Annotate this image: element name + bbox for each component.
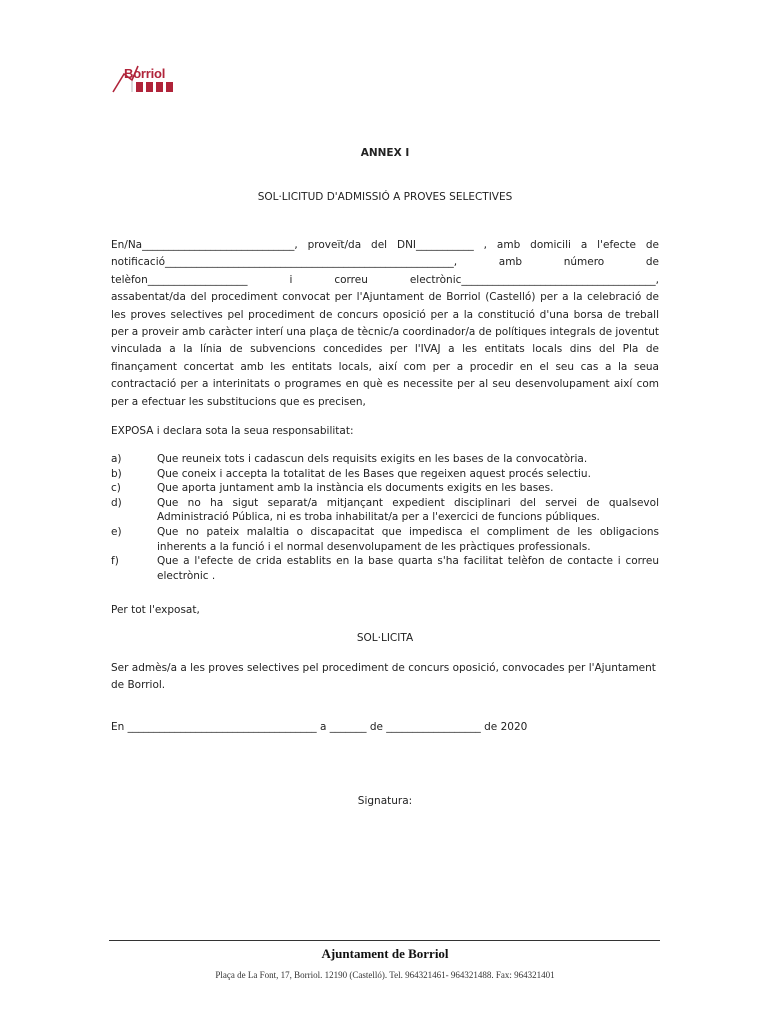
list-item — [111, 525, 659, 554]
list-item — [111, 554, 659, 583]
intro-line-address: notificació_______________________________________________________, amb número de — [111, 256, 659, 269]
sollicita-heading: SOL·LICITA — [356, 632, 414, 644]
list-item — [111, 481, 659, 496]
list-item — [111, 452, 659, 467]
per-tot-text: Per tot l'exposat, — [111, 604, 200, 616]
list-item-text: Que no pateix malaltia o discapacitat que impedisca el compliment de les obligacions inherents a la funció i el normal desenvolupament de les pràctiques professionals. — [157, 525, 659, 553]
intro-line-name: En/Na_____________________________, proveït/da del DNI___________ , amb domicili a l'efecte de — [111, 239, 659, 251]
intro-body-text: assabentat/da del procediment convocat per l'Ajuntament de Borriol (Castelló) per a la celebració de les proves selectives pel procediment de concurs oposició per a la constitució d'una borsa de treball per a proveir amb caràcter interí una plaça de tècnic/a coordinador/a de polítiques integrals de joventut vinculada a la línia de subvencions concedides per l'IVAJ a les entitats locals dins del Pla de finançament concertat amb les entitats locals, així com per a procedir en el seu cas a la seua contractació per a interinitats o programes en què es necessite per al seu desenvolupament així com per a efectuar les substitucions que es precisen, — [111, 291, 659, 408]
list-item-label: b) — [111, 467, 122, 480]
footer-divider — [109, 940, 660, 941]
list-item-label: f) — [111, 555, 119, 568]
list-item-label: c) — [111, 482, 121, 495]
list-item-text: Que coneix i accepta la totalitat de les Bases que regeixen aquest procés selectiu. — [157, 467, 591, 480]
list-item-text: Que no ha sigut separat/a mitjançant expedient disciplinari del servei de qualsevol Administració Pública, ni es troba inhabilitat/a per a l'exercici de funcions públiques. — [157, 496, 659, 524]
list-item-text: Que a l'efecte de crida establits en la base quarta s'ha facilitat telèfon de contacte i correu electrònic . — [157, 555, 659, 582]
applicant-paragraph — [111, 237, 659, 411]
list-item — [111, 467, 659, 482]
intro-line-contact: telèfon___________________ i correu electrònic_____________________________________, — [111, 273, 659, 286]
document-subtitle: SOL·LICITUD D'ADMISSIÓ A PROVES SELECTIVES — [257, 191, 513, 203]
list-item-label: a) — [111, 453, 122, 465]
document-title: ANNEX I — [360, 147, 410, 159]
list-item-text: Que reuneix tots i cadascun dels requisits exigits en les bases de la convocatòria. — [157, 453, 588, 465]
signature-label: Signatura: — [357, 795, 413, 807]
request-text: Ser admès/a a les proves selectives pel procediment de concurs oposició, convocades per l'Ajuntament de Borriol. — [111, 662, 656, 692]
list-item-label: e) — [111, 525, 122, 538]
date-line: En ____________________________________ a _______ de __________________ de 2020 — [111, 721, 528, 733]
list-item — [111, 496, 659, 525]
list-item-label: d) — [111, 496, 122, 509]
footer-address: Plaça de La Font, 17, Borriol. 12190 (Castelló). Tel. 964321461- 964321488. Fax: 964321401 — [215, 970, 555, 980]
declaration-list — [111, 452, 659, 583]
logo-text: Borriol — [124, 66, 166, 81]
list-item-text: Que aporta juntament amb la instància els documents exigits en les bases. — [157, 482, 554, 495]
footer-title: Ajuntament de Borriol — [321, 946, 449, 961]
exposa-heading: EXPOSA i declara sota la seua responsabilitat: — [111, 425, 354, 437]
